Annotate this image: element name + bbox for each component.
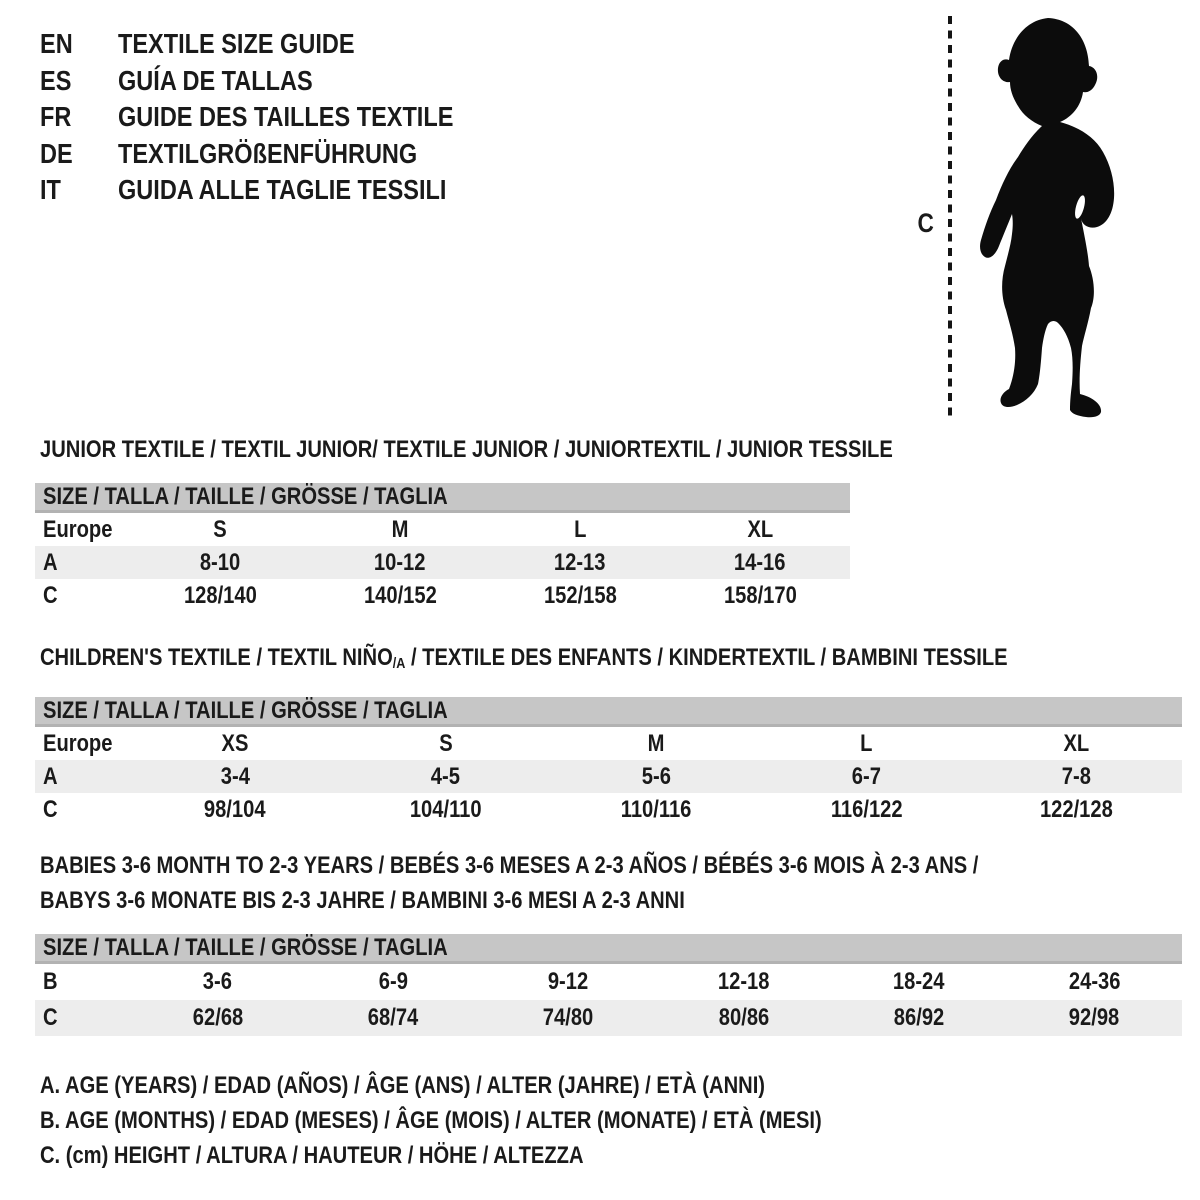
legend-line-a: A. AGE (YEARS) / EDAD (AÑOS) / ÂGE (ANS) / ALTER (JAHRE) / ETÀ (ANNI) (40, 1072, 766, 1099)
height-measure-label: C (917, 208, 934, 238)
row-label: Europe (43, 515, 113, 543)
legend-line-c: C. (cm) HEIGHT / ALTURA / HAUTEUR / HÖHE / ALTEZZA (40, 1142, 584, 1169)
size-cell: 5-6 (641, 762, 671, 790)
toddler-silhouette-icon (960, 14, 1140, 420)
size-cell: S (438, 729, 453, 757)
language-row-fr (40, 99, 517, 136)
guide-title-it: GUIDA ALLE TAGLIE TESSILI (118, 174, 447, 205)
row-label: Europe (43, 729, 113, 757)
table-row-europe (35, 727, 1182, 760)
size-cell: XL (1063, 729, 1090, 757)
section-childrens-textile (35, 640, 1182, 826)
size-cell: 14-16 (734, 548, 786, 576)
size-cell: 116/122 (830, 795, 903, 823)
size-cell: 24-36 (1068, 968, 1121, 995)
junior-size-table (35, 483, 850, 612)
size-cell: 122/128 (1040, 795, 1114, 823)
section-title-children: CHILDREN'S TEXTILE / TEXTIL $NIÑO_{/A}$ / TEXTILE DES ENFANTS / KINDERTEXTIL / BAMBINI TESSILE (40, 644, 1008, 672)
size-cell: 6-7 (851, 762, 881, 790)
size-header-bar: SIZE / TALLA / TAILLE / GRÖSSE / TAGLIA (35, 483, 850, 513)
size-cell: 128/140 (183, 581, 257, 609)
language-row-es (40, 63, 517, 100)
size-cell: 152/158 (543, 581, 617, 609)
language-code: IT (40, 174, 61, 205)
section-junior-textile (35, 432, 893, 612)
guide-title-de: TEXTILGRÖßENFÜHRUNG (118, 137, 418, 169)
measurement-legend (40, 1068, 971, 1173)
size-cell: 7-8 (1062, 762, 1092, 790)
size-cell: 68/74 (367, 1004, 419, 1031)
size-cell: 3-4 (220, 762, 250, 790)
table-row-age-years (35, 546, 850, 579)
language-row-en (40, 26, 517, 63)
row-label: A (43, 762, 58, 790)
size-cell: 6-9 (378, 968, 408, 995)
row-label: C (43, 1004, 58, 1031)
size-header-bar: SIZE / TALLA / TAILLE / GRÖSSE / TAGLIA (35, 934, 1182, 964)
size-cell: XL (747, 515, 773, 543)
height-measure-dashed-line (948, 16, 952, 416)
size-header-bar: SIZE / TALLA / TAILLE / GRÖSSE / TAGLIA (35, 697, 1182, 727)
language-code: FR (40, 101, 72, 132)
size-cell: 104/110 (409, 795, 482, 823)
title-subscript: /A (392, 655, 406, 672)
size-cell: L (573, 515, 587, 543)
section-title-babies-line1: BABIES 3-6 MONTH TO 2-3 YEARS / BEBÉS 3-6 MESES A 2-3 AÑOS / BÉBÉS 3-6 MOIS À 2-3 ANS / (40, 852, 979, 879)
row-label: C (43, 581, 58, 609)
language-code: EN (40, 28, 73, 59)
language-row-it (40, 172, 517, 209)
size-cell: 12-18 (717, 968, 770, 995)
guide-title-fr: GUIDE DES TAILLES TEXTILE (118, 101, 454, 132)
size-cell: L (860, 729, 873, 757)
size-cell: 158/170 (723, 581, 797, 609)
size-cell: S (213, 515, 227, 543)
table-row-height-cm (35, 1000, 1182, 1036)
size-cell: 18-24 (893, 968, 945, 995)
section-babies-textile (35, 848, 1182, 1036)
language-title-list (40, 26, 517, 209)
size-cell: 10-12 (374, 548, 426, 576)
size-cell: 8-10 (199, 548, 241, 576)
size-cell: 110/116 (620, 795, 692, 823)
size-cell: 62/68 (192, 1004, 243, 1031)
row-label: B (43, 968, 58, 995)
table-row-europe (35, 513, 850, 546)
table-row-age-months (35, 964, 1182, 1000)
babies-size-table (35, 934, 1182, 1036)
language-code: ES (40, 64, 72, 96)
table-row-height-cm (35, 579, 850, 612)
size-cell: 80/86 (718, 1004, 769, 1031)
table-row-height-cm (35, 793, 1182, 826)
size-cell: 86/92 (893, 1004, 945, 1031)
language-code: DE (40, 137, 73, 169)
size-cell: M (391, 515, 409, 543)
size-cell: 9-12 (548, 968, 589, 995)
size-cell: 74/80 (543, 1004, 594, 1031)
size-cell: 92/98 (1069, 1004, 1120, 1031)
size-cell: 4-5 (431, 762, 461, 790)
size-cell: M (647, 729, 665, 757)
guide-title-en: TEXTILE SIZE GUIDE (118, 28, 355, 59)
size-cell: 140/152 (363, 581, 437, 609)
children-size-table (35, 697, 1182, 826)
size-cell: 98/104 (204, 795, 267, 823)
size-cell: 3-6 (203, 968, 233, 995)
language-row-de (40, 136, 517, 173)
section-title-babies-line2: BABYS 3-6 MONATE BIS 2-3 JAHRE / BAMBINI 3-6 MESI A 2-3 ANNI (40, 887, 685, 914)
row-label: C (43, 795, 58, 823)
size-cell: XS (221, 729, 249, 757)
table-row-age-years (35, 760, 1182, 793)
legend-line-b: B. AGE (MONTHS) / EDAD (MESES) / ÂGE (MOIS) / ALTER (MONATE) / ETÀ (MESI) (40, 1107, 822, 1134)
row-label: A (43, 548, 58, 576)
section-title-junior: JUNIOR TEXTILE / TEXTIL JUNIOR/ TEXTILE JUNIOR / JUNIORTEXTIL / JUNIOR TESSILE (40, 436, 893, 463)
size-cell: 12-13 (554, 548, 606, 576)
guide-title-es: GUÍA DE TALLAS (118, 64, 313, 96)
